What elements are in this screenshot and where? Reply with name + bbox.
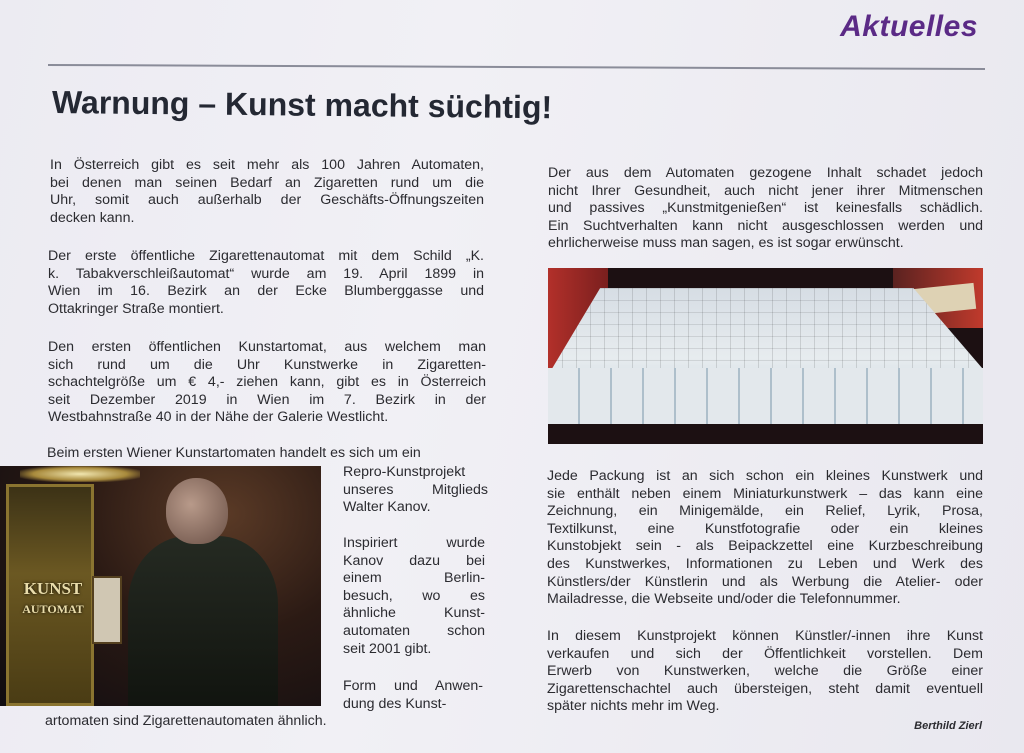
- text-line: decken kann.: [50, 209, 135, 226]
- right-paragraph-1: [548, 165, 983, 253]
- text-line: schachtelgröße um € 4,- ziehen kann, gibt es in Österreich: [48, 374, 486, 391]
- text-line: Den ersten öffentlichen Kunstartomat, aus welchem man: [48, 339, 486, 355]
- vending-machine: [6, 484, 94, 706]
- header-rule: [48, 64, 985, 70]
- text-line: Jede Packung ist an sich schon ein kleines Kunstwerk und: [547, 468, 983, 484]
- machine-selection-panel: [92, 576, 122, 644]
- text-line: dung des Kunst-: [343, 695, 447, 712]
- art-boxes-photo: [548, 268, 983, 444]
- text-line: Künstlers/der Künstlerin und als Werbung die Atelier- oder: [547, 573, 983, 590]
- text-line: Der aus dem Automaten gezogene Inhalt schadet jedoch: [548, 165, 983, 181]
- text-line: einem Berlin-: [343, 570, 485, 587]
- text-line: Walter Kanov.: [343, 499, 431, 516]
- text-line: Textilkunst, eine Kunstfotografie oder ein kleines: [547, 520, 983, 537]
- art-box-front-row: [548, 368, 983, 424]
- text-line: Erwerb von Kunstwerken, welche die Größe einer: [547, 663, 983, 680]
- text-line: des Kunstwerkes, Informationen zu Leben und Werk des: [547, 555, 983, 572]
- text-line: Ottakringer Straße montiert.: [48, 300, 224, 317]
- text-line: verkaufen und sich der Öffentlichkeit vorstellen. Dem: [547, 645, 983, 662]
- text-line: besuch, wo es: [343, 587, 485, 604]
- text-line: Westbahnstraße 40 in der Nähe der Galerie Westlicht.: [48, 409, 389, 426]
- text-line: seit 2001 gibt.: [343, 640, 432, 657]
- text-line: automaten schon: [343, 622, 485, 639]
- text-line: Zigarettenschachtel auch übersteigen, steht damit eventuell: [547, 680, 983, 697]
- text-line: bei denen man seinen Bedarf an Zigaretten rund um die: [50, 174, 484, 191]
- text-line: Inspiriert wurde: [343, 535, 485, 551]
- left-paragraph-3: [48, 339, 486, 427]
- text-line: Repro-Kunstprojekt: [343, 464, 466, 480]
- text-line: Mailadresse, die Webseite und/oder die Telefonnummer.: [547, 591, 901, 608]
- person-head: [166, 478, 228, 544]
- text-line: Ein Suchtverhalten kann nicht ausgeschlossen werden und: [548, 217, 983, 234]
- left-paragraph-6-wrap: [343, 678, 483, 713]
- text-line: In Österreich gibt es seit mehr als 100 Jahren Automaten,: [50, 157, 484, 173]
- text-line: nicht Ihrer Gesundheit, auch nicht jener ihrer Mitmenschen: [548, 182, 983, 199]
- text-line: Uhr, somit auch außerhalb der Geschäfts-Öffnungszeiten: [50, 192, 484, 209]
- text-line: Form und Anwen-: [343, 678, 483, 694]
- text-line: unseres Mitglieds: [343, 481, 488, 498]
- text-line: Zeichnung, ein Minigemälde, ein Relief, Lyrik, Prosa,: [547, 503, 983, 520]
- text-line: k. Tabakverschleißautomat“ wurde am 19. April 1899 in: [48, 265, 484, 282]
- machine-sign: [13, 579, 93, 619]
- text-line: seit Dezember 2019 in Wien im 7. Bezirk in der: [48, 391, 486, 408]
- text-line: Wien im 16. Bezirk an der Ecke Blumberggasse und: [48, 283, 484, 300]
- right-paragraph-2: [547, 468, 983, 609]
- lamp-glow: [20, 466, 140, 482]
- right-paragraph-3: [547, 628, 983, 716]
- article-title: Warnung – Kunst macht süchtig!: [51, 84, 553, 126]
- kunstautomat-photo: [0, 466, 321, 706]
- text-line: ehrlicherweise muss man sagen, es ist sogar erwünscht.: [548, 235, 904, 252]
- left-paragraph-2: [48, 248, 484, 318]
- text-line: sie enthält neben einem Miniaturkunstwerk – das kann eine: [547, 485, 983, 502]
- machine-sign-line-2: AUTOMAT: [22, 602, 84, 616]
- text-line: ähnliche Kunst-: [343, 605, 485, 622]
- left-paragraph-5-wrap: [343, 535, 485, 658]
- left-paragraph-4-wrap: [343, 464, 488, 517]
- machine-sign-line-1: KUNST: [23, 579, 83, 598]
- text-line: Kanov dazu bei: [343, 552, 485, 569]
- text-line: Kunstobjekt sein - als Beipackzettel eine Kurzbeschreibung: [547, 538, 983, 555]
- left-paragraph-4-lead: Beim ersten Wiener Kunstartomaten handelt es sich um ein: [47, 445, 421, 461]
- author-byline: Berthild Zierl: [914, 720, 982, 732]
- text-line: später nichts mehr im Weg.: [547, 698, 720, 715]
- left-paragraph-6-tail: artomaten sind Zigarettenautomaten ähnlich.: [45, 713, 327, 729]
- text-line: sich rund um die Uhr Kunstwerke in Zigaretten-: [48, 356, 486, 373]
- text-line: In diesem Kunstprojekt können Künstler/-innen ihre Kunst: [547, 628, 983, 644]
- text-line: Der erste öffentliche Zigarettenautomat mit dem Schild „K.: [48, 248, 484, 264]
- section-label: Aktuelles: [840, 10, 978, 43]
- left-paragraph-1: [50, 157, 484, 227]
- text-line: und passives „Kunstmitgenießen“ ist keinesfalls schädlich.: [548, 200, 983, 217]
- person-figure: [128, 536, 278, 706]
